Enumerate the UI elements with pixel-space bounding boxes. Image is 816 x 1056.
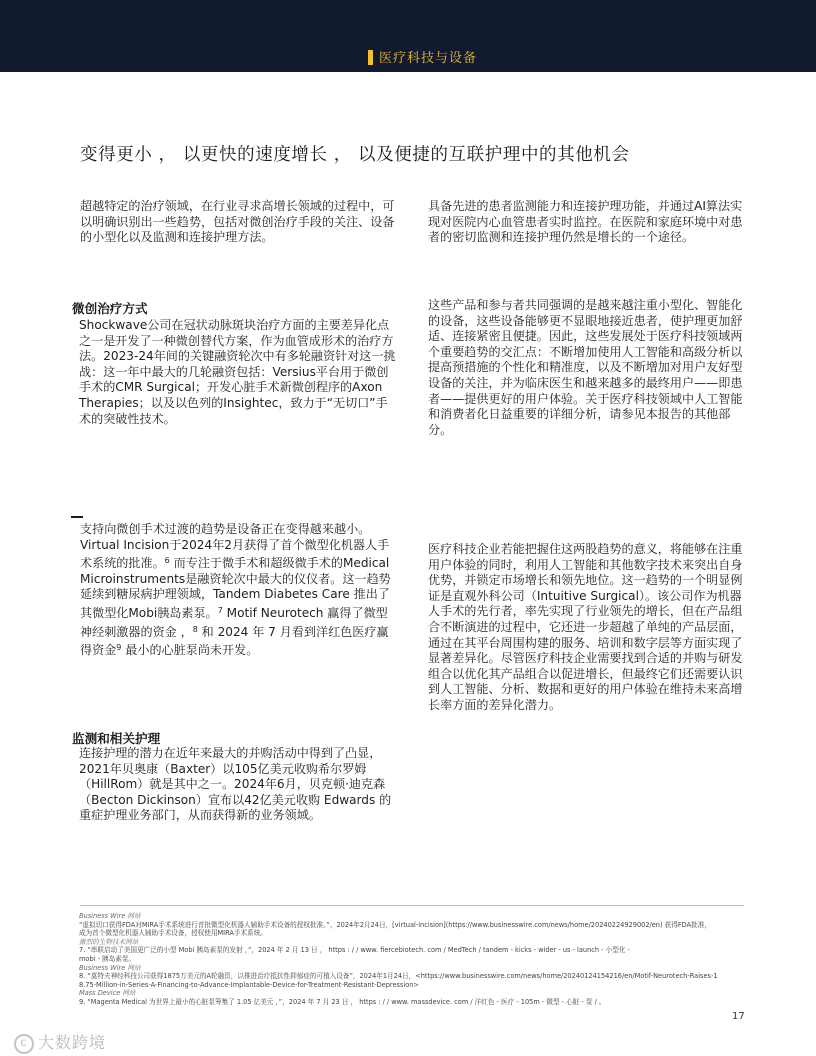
footnote-source: Business Wire 网站 <box>79 912 141 920</box>
section-title-text: 医疗科技与设备 <box>379 51 478 66</box>
heading-monitoring: 监测和相关护理 <box>72 731 161 746</box>
page-title: 变得更小 ， 以更快的速度增长 ， 以及便捷的互联护理中的其他机会 <box>80 145 630 165</box>
section-dash <box>71 516 83 518</box>
footnote-ref-8: 8 <box>192 624 198 634</box>
text-run: Motif Neurotech 赢得了微型神经刺激器的资金 ， <box>80 605 388 639</box>
minimally-invasive-paragraph: Shockwave公司在冠状动脉斑块治疗方面的主要差异化点之一是开发了一种微创替代方案，作为血管成形术的治疗方法。2023-24年间的关键融资轮次中有多轮融资针对这一挑战：这一年中最大的几轮融资包括：Versius平台用于微创手术的CMR Surgical；开发心脏手术新微创程序的Axon Therapies；以及以色列的Insightec，致力于“无切口”手术的突破性技术。 <box>79 318 396 426</box>
text-run: 支持向微创手术过渡的趋势是设备正在变得越来越小。Virtual Incision于2024年2月获得了首个微型化机器人手术系统的批准。 <box>80 522 390 571</box>
watermark-text: 大数跨境 <box>38 1033 107 1052</box>
footnote-source: 激烈的生物技术网站 <box>79 937 139 946</box>
footnote-line: 9. “Magenta Medical 为世界上最小的心脏泵筹集了 1.05 亿美元 ，”，2024 年 7 月 23 日 ， https : / / www. massdevice. com / 洋红色 - 医疗 - 105m - 微型 - 心脏 - 泵 / 。 <box>79 997 606 1006</box>
footnote-line: “虚拟切口获得FDA对MIRA手术系统进行首批微型化机器人辅助手术设备的授权批准。”，2024年2月24日，[virtual-incision](https://www.businesswire.com/news/home/20240224929002/en) 获得FDA批准， <box>79 920 711 929</box>
intro-left-paragraph: 超越特定的治疗领域，在行业寻求高增长领域的过程中，可以明确识别出一些趋势，包括对微创治疗手段的关注、设备的小型化以及监测和连接护理方法。 <box>80 199 395 245</box>
watermark-logo-icon: C <box>14 1034 34 1054</box>
text-run: 而专注于微手术和超级微手术的Medical Microinstruments是融资轮次中最大的仪仪者。这一趋势延续到糖尿病护理领域，Tandem Diabetes Care 推出了其微型化Mobi胰岛素泵。 <box>80 556 391 620</box>
intro-right-paragraph: 具备先进的患者监测能力和连接护理功能，并通过AI算法实现对医院内心血管患者实时监控。在医院和家庭环境中对患者的密切监测和连接护理仍然是增长的一个途径。 <box>428 199 743 245</box>
text-run: 最小的心脏泵尚未开发。 <box>125 643 259 658</box>
heading-minimally-invasive: 微创治疗方式 <box>72 301 148 316</box>
header-bar <box>0 0 816 72</box>
footnote-divider <box>80 905 744 906</box>
footnote-ref-6: 6 <box>164 556 170 566</box>
watermark <box>14 1030 106 1054</box>
monitoring-paragraph: 连接护理的潜力在近年来最大的并购活动中得到了凸显，2021年贝奥康（Baxter）以105亿美元收购希尔罗姆（HillRom）就是其中之一。2024年6月，贝克顿·迪克森（Becton Dickinson）宣布以42亿美元收购 Edwards 的重症护理业务部门，从而获得新的业务领域。 <box>79 746 392 823</box>
section-marker-icon <box>368 50 373 65</box>
footnote-ref-7: 7 <box>217 605 223 615</box>
intuitive-surgical-paragraph: 医疗科技企业若能把握住这两股趋势的意义，将能够在注重用户体验的同时，利用人工智能和其他数字技术来突出自身优势，并锁定市场增长和领先地位。这一趋势的一个明显例证是直观外科公司（Intuitive Surgical）。该公司作为机器人手术的先行者，率先实现了行业领先的增长，但在产品组合不断演进的过程中，它还进一步超越了单纯的产品层面，通过在其平台周围构建的服务、培训和数字层等方面实现了显著差异化。尽管医疗科技企业需要找到合适的并购与研发组合以优化其产品组合以促进增长，但最终它们还需要认识到人工智能、分析、数据和更好的用户体验在维持未来高增长率方面的差异化潜力。 <box>428 542 743 712</box>
section-title <box>368 47 477 66</box>
footnote-source: Mass Device 网站 <box>79 989 136 998</box>
device-miniaturization-paragraph <box>80 522 398 659</box>
text-run: 和 2024 年 7 月看到洋红色医疗赢得资金 <box>80 624 389 658</box>
footnote-line: 7. “串联启动了美国更广泛的小型 Mobi 胰岛素泵的发射 ，”，2024 年 2 月 13 日 ， https : / / www. fiercebiotech. com / MedTech / tandem - kicks - wider - us - launch - 小型化 - <box>79 946 630 955</box>
page-number: 17 <box>732 1011 745 1022</box>
miniaturization-trend-paragraph: 这些产品和参与者共同强调的是越来越注重小型化、智能化的设备，这些设备能够更不显眼地接近患者，使护理更加舒适、连接紧密且便捷。因此，这些发展处于医疗科技领域两个重要趋势的交汇点：不断增加使用人工智能和高级分析以提高预措施的个性化和精准度，以及不断增加对用户友好型设备的关注，并为临床医生和越来越多的最终用户——即患者——提供更好的用户体验。关于医疗科技领域中人工智能和消费者化日益重要的详细分析，请参见本报告的其他部分。 <box>428 298 743 437</box>
footnote-source: Business Wire 网站 <box>79 963 141 972</box>
footnote-line: 8.75-Million-in-Series-A-Financing-to-Advance-Implantable-Device-for-Treatment-Resistant-Depression> <box>79 980 419 989</box>
footnote-ref-9: 9 <box>116 643 122 653</box>
footnotes <box>79 912 743 1007</box>
footnote-line: mobi - 胰岛素泵。 <box>79 954 136 963</box>
footnote-line: 成为首个微型化机器人辅助手术设备，授权使用MIRA手术系统。 <box>79 929 267 938</box>
footnote-line: 8. “莫特夫神经科技公司获得1875万美元的A轮融资，以推进治疗抵抗性抑郁症的可植入设备”，2024年1月24日，<https://www.businesswire.com/news/home/20240124154216/en/Motif-Neurotech-Raises-1 <box>79 972 718 981</box>
